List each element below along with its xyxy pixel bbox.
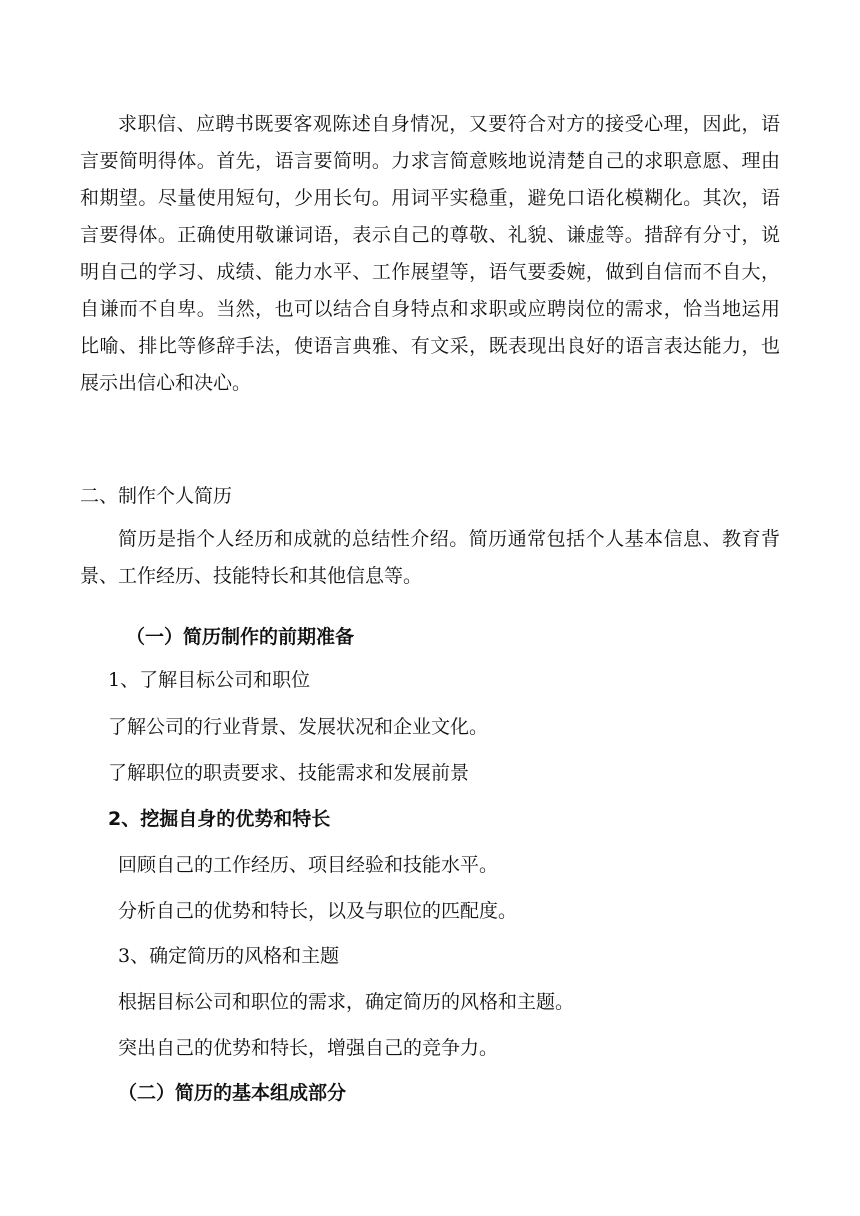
item-1-line-1: 了解公司的行业背景、发展状况和企业文化。: [108, 716, 489, 738]
heading-section-2: 二、制作个人简历: [80, 485, 233, 507]
item-1-line-2: 了解职位的职责要求、技能需求和发展前景: [108, 762, 470, 784]
paragraph-intro: 求职信、应聘书既要客观陈述自身情况，又要符合对方的接受心理，因此，语言要简明得体。首先，语言要简明。力求言简意赅地说清楚自己的求职意愿、理由和期望。尽量使用短句，少用长句。用词平实稳重，避免口语化模糊化。其次，语言要得体。正确使用敬谦词语，表示自己的尊敬、礼貌、谦虚等。措辞有分寸，说明自己的学习、成绩、能力水平、工作展望等，语气要委婉，做到自信而不自大，自谦而不自卑。当然，也可以结合自身特点和求职或应聘岗位的需求，恰当地运用比喻、排比等修辞手法，使语言典雅、有文采，既表现出良好的语言表达能力，也展示出信心和决心。: [80, 113, 780, 394]
item-2-title: 2、挖掘自身的优势和特长: [108, 808, 331, 830]
paragraph-resume-intro: 简历是指个人经历和成就的总结性介绍。简历通常包括个人基本信息、教育背景、工作经历、技能特长和其他信息等。: [80, 528, 780, 587]
item-1-title: 1、了解目标公司和职位: [108, 669, 311, 691]
item-3-line-2: 突出自己的优势和特长，增强自己的竞争力。: [118, 1037, 499, 1059]
item-3-title: 3、确定简历的风格和主题: [118, 945, 340, 967]
item-2-line-1: 回顾自己的工作经历、项目经验和技能水平。: [118, 854, 499, 876]
item-2-line-2: 分析自己的优势和特长，以及与职位的匹配度。: [118, 900, 518, 922]
subheading-preparation: （一）简历制作的前期准备: [126, 626, 355, 648]
subheading-components: （二）简历的基本组成部分: [118, 1082, 347, 1104]
item-3-line-1: 根据目标公司和职位的需求，确定简历的风格和主题。: [118, 991, 575, 1013]
